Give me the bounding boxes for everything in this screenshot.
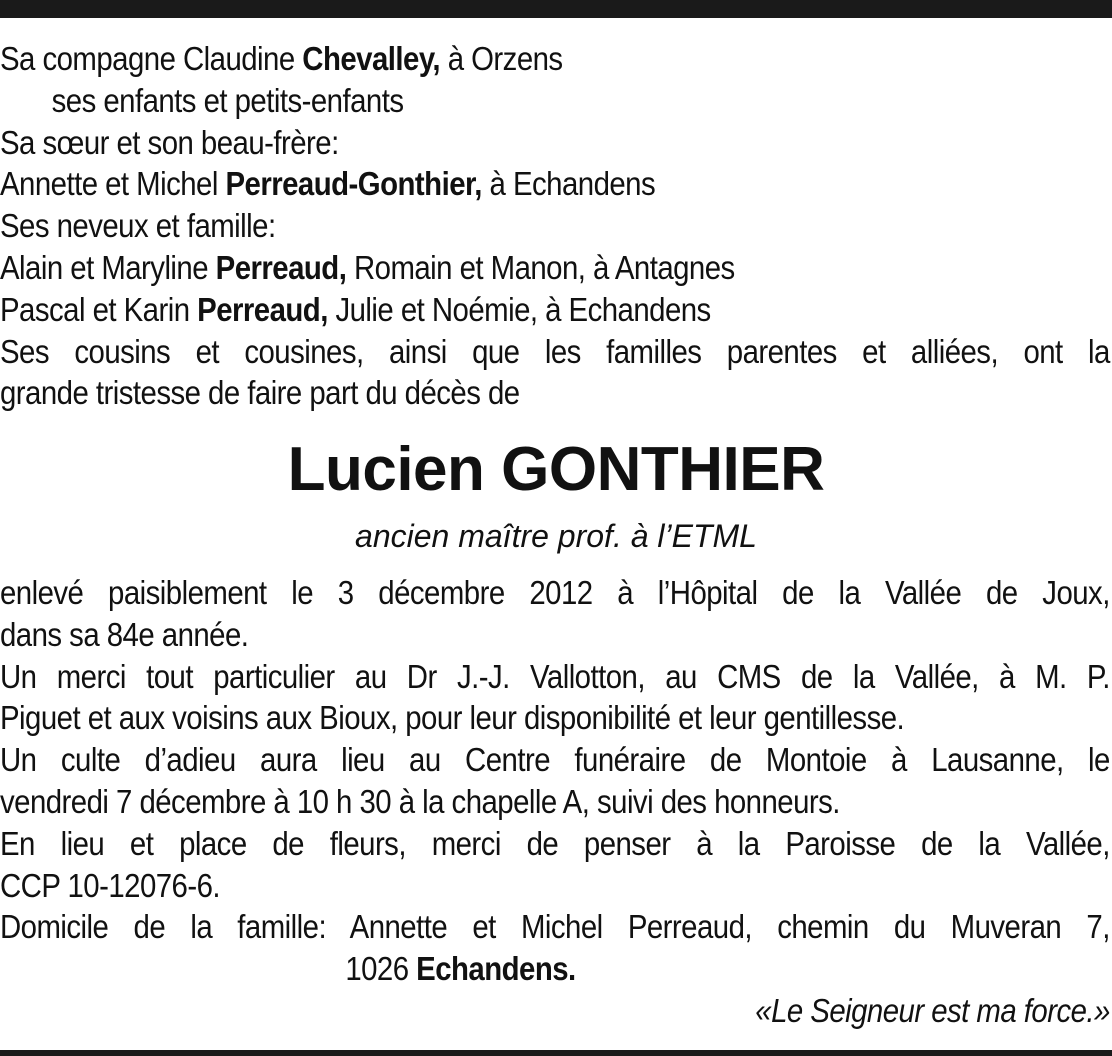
text: Julie et Noémie, à Echandens xyxy=(327,290,711,328)
family-line-nephews-heading: Ses neveux et famille: xyxy=(0,207,276,245)
text: à Echandens xyxy=(481,165,656,203)
surname: Perreaud, xyxy=(197,290,328,328)
detail-line: Piguet et aux voisins aux Bioux, pour leur disponibilité et leur gentillesse. xyxy=(0,699,905,737)
deceased-title: ancien maître prof. à l’ETML xyxy=(355,518,757,554)
family-line-announcement: grande tristesse de faire part du décès de xyxy=(0,374,520,412)
detail-line: CCP 10-12076-6. xyxy=(0,866,221,904)
deceased-name: Lucien GONTHIER xyxy=(287,435,825,504)
detail-line: dans sa 84e année. xyxy=(0,615,249,653)
text: 1026 xyxy=(345,950,417,988)
text: Alain et Maryline xyxy=(0,248,216,286)
closing-motto: «Le Seigneur est ma force.» xyxy=(755,991,1110,1029)
notice-details xyxy=(0,572,1110,1032)
text: Sa compagne Claudine xyxy=(0,40,303,77)
family-line-sister-heading: Sa sœur et son beau-frère: xyxy=(0,123,339,161)
detail-line: vendredi 7 décembre à 10 h 30 à la chapelle A, suivi des honneurs. xyxy=(0,782,840,820)
family-line-cousins: Ses cousins et cousines, ainsi que les familles parentes et alliées, ont la xyxy=(0,332,1110,370)
detail-line: Un culte d’adieu aura lieu au Centre funéraire de Montoie à Lausanne, le xyxy=(0,741,1110,779)
domicile-line: Domicile de la famille: Annette et Michel Perreaud, chemin du Muveran 7, xyxy=(0,908,1110,946)
text: Annette et Michel xyxy=(0,165,226,203)
detail-line: En lieu et place de fleurs, merci de penser à la Paroisse de la Vallée, xyxy=(0,824,1110,862)
family-line-children: ses enfants et petits-enfants xyxy=(51,81,404,119)
family-line-nephew-1 xyxy=(0,247,1110,289)
detail-line: enlevé paisiblement le 3 décembre 2012 à l’Hôpital de la Vallée de Joux, xyxy=(0,574,1110,611)
surname: Chevalley, xyxy=(302,40,441,77)
text: à Orzens xyxy=(440,40,563,77)
top-rule xyxy=(0,0,1112,18)
family-announcement xyxy=(0,38,1110,414)
text: Pascal et Karin xyxy=(0,290,198,328)
text: Romain et Manon, à Antagnes xyxy=(346,248,735,286)
detail-line: Un merci tout particulier au Dr J.-J. Vallotton, au CMS de la Vallée, à M. P. xyxy=(0,657,1110,695)
family-line-nephew-2 xyxy=(0,289,1110,331)
surname: Perreaud, xyxy=(215,248,347,286)
surname: Perreaud-Gonthier, xyxy=(225,165,482,203)
city: Echandens. xyxy=(416,950,576,988)
family-line-sister xyxy=(0,163,1110,205)
bottom-rule xyxy=(0,1050,1112,1056)
family-line-partner xyxy=(0,38,1110,80)
domicile-city-line xyxy=(0,948,1110,990)
